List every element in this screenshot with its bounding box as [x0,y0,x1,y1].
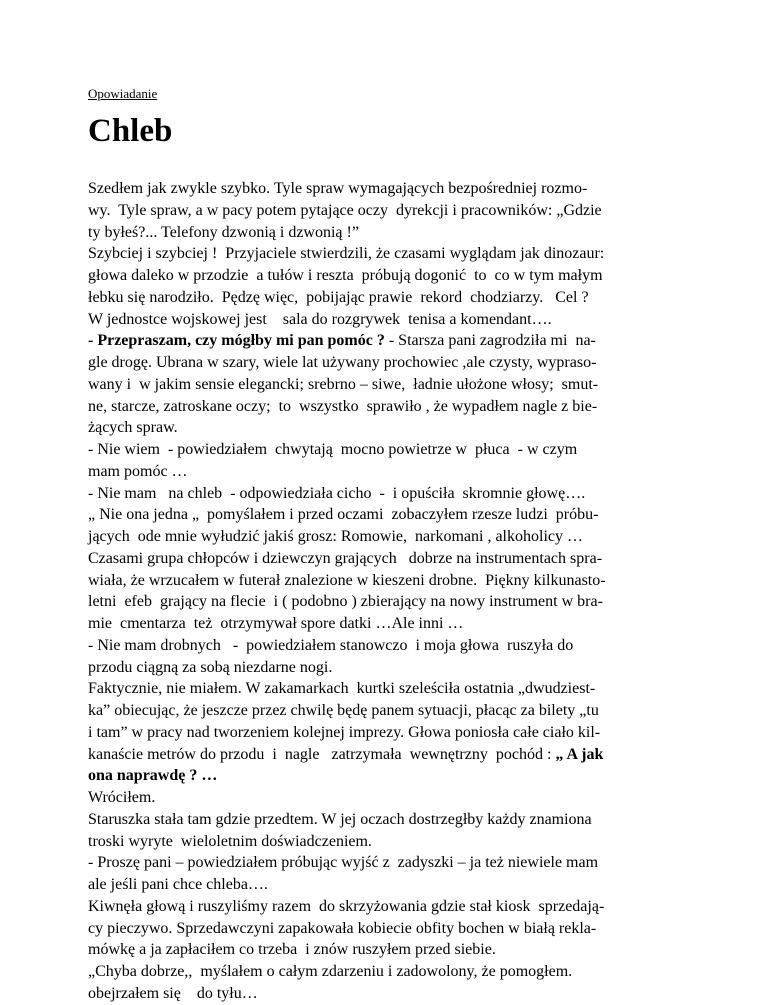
story-bold-segment: ona naprawdę ? … [88,767,218,785]
story-segment: mie cmentarza też otrzymywał spore datki …Ale inni … [88,615,464,632]
story-line [88,265,688,287]
story-segment: głowa daleko w przodzie a tułów i reszta próbują dogonić to co w tym małym [88,267,603,284]
story-line [88,874,688,896]
story-segment: - Proszę pani – powiedziałem próbując wyjść z zadyszki – ja też niewiele mam [88,854,599,872]
story-segment: - Nie wiem - powiedziałem chwytają mocno powietrze w płuca - w czym [88,441,578,458]
story-segment: wy. Tyle spraw, a w pacy potem pytające oczy dyrekcji i pracowników: „Gdzie [88,201,602,219]
story-line [88,678,688,700]
story-segment: „ Nie ona jedna „ pomyślałem i przed oczami zobaczyłem rzesze ludzi próbu- [88,506,599,524]
story-line [88,765,688,787]
story-line [88,961,688,983]
story-segment: - Nie mam na chleb - odpowiedziała cicho - i opuściła skromnie głowę…. [88,484,586,502]
story-segment: W jednostce wojskowej jest sala do rozgrywek tenisa a komendant…. [88,310,552,328]
story-line [88,613,688,635]
story-segment: „Chyba dobrze,, myślałem o całym zdarzeniu i zadowolony, że pomogłem. [88,963,573,980]
story-line [88,178,688,200]
story-segment: Faktycznie, nie miałem. W zakamarkach kurtki szeleściła ostatnia „dwudziest- [88,680,596,698]
story-segment: ne, starcze, zatroskane oczy; to wszystko sprawiło , że wypadłem nagle z bie- [88,397,598,415]
story-segment: jących ode mnie wyłudzić jakiś grosz: Romowie, narkomani , alkoholicy … [88,528,583,545]
story-segment: Staruszka stała tam gdzie przedtem. W jej oczach dostrzegłby każdy znamiona [88,810,592,828]
story-line [88,591,688,613]
story-line [88,548,688,570]
story-segment: ka” obiecując, że jeszcze przez chwilę będę panem sytuacji, płacąc za bilety „tu [88,702,599,719]
story-line [88,287,688,309]
story-segment: ale jeśli pani chce chleba…. [88,876,268,893]
story-segment: Szedłem jak zwykle szybko. Tyle spraw wymagających bezpośredniej rozmo- [88,180,588,197]
story-line [88,700,688,722]
story-line [88,570,688,592]
story-segment: wiała, że wrzucałem w futerał znalezione w kieszeni drobne. Piękny kilkunasto- [88,571,606,589]
story-line [88,744,688,766]
story-segment: ty byłeś?... Telefony dzwonią i dzwonią !” [88,223,359,241]
story-segment: żących spraw. [88,419,178,437]
story-segment: kanaście metrów do przodu i nagle zatrzymała wewnętrzny pochód : [88,745,556,763]
story-segment: Wróciłem. [88,789,156,806]
story-segment: i tam” w pracy nad tworzeniem kolejnej imprezy. Głowa poniosła całe ciało kil- [88,723,601,741]
story-line [88,309,688,331]
story-line [88,461,688,483]
story-line [88,809,688,831]
story-line [88,635,688,657]
story-segment: troski wyryte wieloletnim doświadczeniem. [88,832,372,850]
document-label[interactable]: Opowiadanie [88,86,158,101]
story-line [88,200,688,222]
story-segment: wany i w jakim sensie elegancki; srebrno – siwe, ładnie ułożone włosy; smut- [88,375,599,393]
story-segment: - Nie mam drobnych - powiedziałem stanowczo i moja głowa ruszyła do [88,636,574,654]
story-segment: gle drogę. Ubrana w szary, wiele lat używany prochowiec ,ale czysty, wypraso- [88,354,597,371]
story-line [88,918,688,940]
story-line [88,526,688,548]
story-bold-segment: „ A jak [555,745,604,763]
story-line [88,722,688,744]
story-segment: - Starsza pani zagrodziła mi na- [384,332,596,350]
story-segment: mówkę a ja zapłaciłem co trzeba i znów ruszyłem przed siebie. [88,941,496,959]
story-line [88,939,688,961]
story-line [88,396,688,418]
story-segment: łebku się narodziło. Pędzę więc, pobijając prawie rekord chodziarzy. Cel ? [88,288,589,306]
story-line [88,330,688,352]
story-line [88,483,688,505]
story-segment: mam pomóc … [88,462,188,480]
story-line [88,852,688,874]
story-line [88,352,688,374]
story-segment: przodu ciągną za sobą niezdarne nogi. [88,658,333,676]
story-segment: Czasami grupa chłopców i dziewczyn grających dobrze na instrumentach spra- [88,549,603,567]
story-line [88,787,688,809]
story-line [88,831,688,853]
story-line [88,657,688,679]
story-segment: cy pieczywo. Sprzedawczyni zapakowała kobiecie obfity bochen w białą rekla- [88,919,597,937]
story-body [88,178,688,1005]
story-line [88,243,688,265]
story-line [88,896,688,918]
story-line [88,417,688,439]
story-segment: Szybciej i szybciej ! Przyjaciele stwierdzili, że czasami wyglądam jak dinozaur: [88,245,605,263]
story-line [88,504,688,526]
story-segment: Kiwnęła głową i ruszyliśmy razem do skrzyżowania gdzie stał kiosk sprzedają- [88,897,605,915]
story-line [88,222,688,244]
page-title: Chleb [88,113,173,149]
story-segment: obejrzałem się do tyłu… [88,984,258,1002]
story-segment: letni efeb grający na flecie i ( podobno ) zbierający na nowy instrument w bra- [88,593,603,611]
story-bold-segment: - Przepraszam, czy mógłby mi pan pomóc ? [88,332,385,350]
story-line [88,374,688,396]
story-line [88,439,688,461]
